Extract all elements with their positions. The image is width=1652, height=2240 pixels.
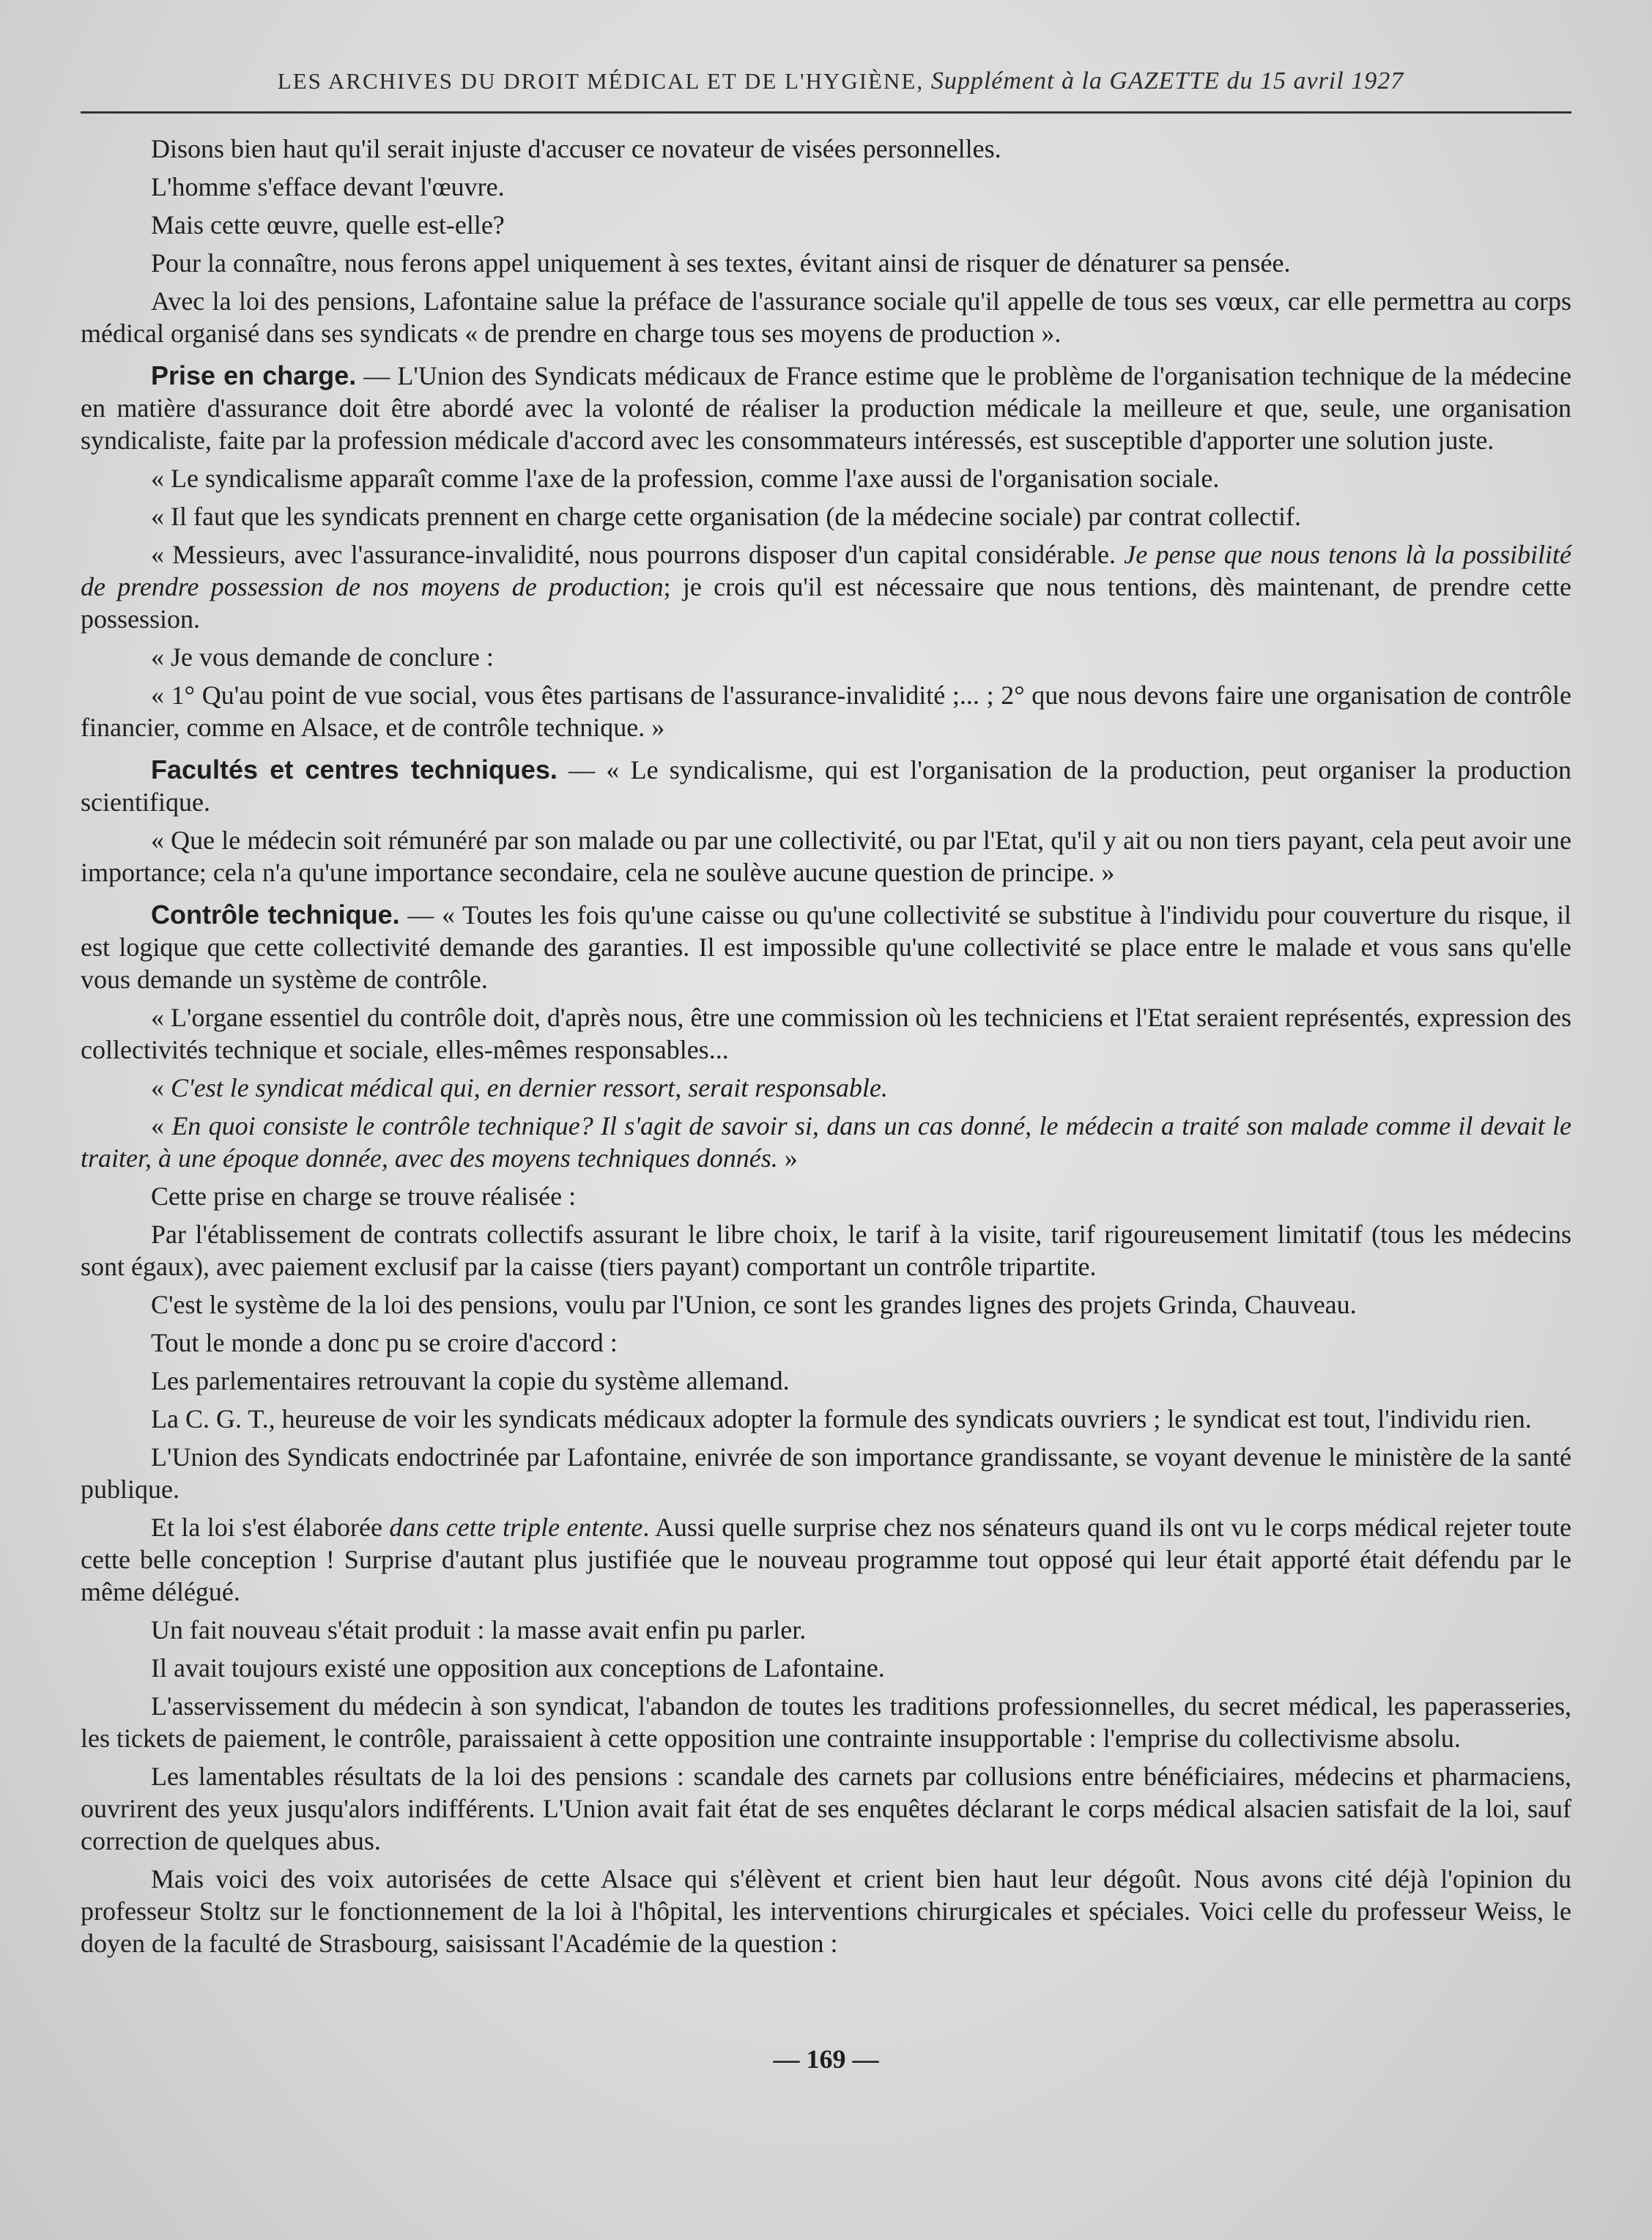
- paragraph-text: « L'organe essentiel du contrôle doit, d'après nous, être une commission où les techniciens et l'Etat seraient représentés, expression des collectivités technique et sociale, elles-mêmes responsables...: [81, 1003, 1571, 1064]
- paragraph: [81, 1288, 1571, 1321]
- paragraph-text: Un fait nouveau s'était produit : la masse avait enfin pu parler.: [151, 1615, 807, 1644]
- paragraph-text: La C. G. T., heureuse de voir les syndicats médicaux adopter la formule des syndicats ouvriers ; le syndicat est tout, l'individu rien.: [151, 1404, 1532, 1434]
- paragraph-text: «: [151, 1073, 171, 1102]
- paragraph-text: «: [151, 1111, 172, 1141]
- paragraph: [81, 1441, 1571, 1505]
- paragraph-italic: dans cette triple entente: [389, 1513, 643, 1542]
- paragraph-text: Avec la loi des pensions, Lafontaine salue la préface de l'assurance sociale qu'il appelle de tous ses vœux, car elle permettra au corps médical organisé dans ses syndicats « de prendre en charge tous ses moyens de production ».: [81, 286, 1571, 348]
- paragraph-text: « 1° Qu'au point de vue social, vous êtes partisans de l'assurance-invalidité ;... ; 2° que nous devons faire une organisation de contrôle financier, comme en Alsace, et de contrôle technique. »: [81, 680, 1571, 742]
- paragraph-text: Les lamentables résultats de la loi des pensions : scandale des carnets par collusions entre bénéficiaires, médecins et pharmaciens, ouvrirent des yeux jusqu'alors indifférents. L'Union avait fait état de ses enquêtes déclarant le corps médical alsacien satisfait de la loi, sauf correction de quelques abus.: [81, 1762, 1571, 1855]
- paragraph-text: Mais voici des voix autorisées de cette Alsace qui s'élèvent et crient bien haut leur dégoût. Nous avons cité déjà l'opinion du professeur Stoltz sur le fonctionnement de la loi à l'hôpital, les interventions chirurgicales et spéciales. Voici celle du professeur Weiss, le doyen de la faculté de Strasbourg, saisissant l'Académie de la question :: [81, 1864, 1571, 1958]
- paragraph: [81, 1614, 1571, 1646]
- paragraph: [81, 1403, 1571, 1435]
- paragraph: [81, 1365, 1571, 1397]
- paragraph: [81, 247, 1571, 279]
- paragraph-text: Disons bien haut qu'il serait injuste d'accuser ce novateur de visées personnelles.: [151, 134, 1001, 163]
- paragraph-text: Mais cette œuvre, quelle est-elle?: [151, 210, 505, 240]
- paragraph-tail: ; je crois qu'il est nécessaire que nous tentions, dès maintenant, de prendre cette possession.: [81, 572, 1571, 634]
- running-header: [110, 67, 1571, 95]
- paragraph: [81, 1760, 1571, 1857]
- paragraph-text: Par l'établissement de contrats collectifs assurant le libre choix, le tarif à la visite, tarif rigoureusement limitatif (tous les médecins sont égaux), avec paiement exclusif par la caisse (tiers payant) comportant un contrôle tripartite.: [81, 1220, 1571, 1281]
- header-rule: [81, 111, 1571, 114]
- paragraph: [81, 1001, 1571, 1066]
- paragraph-text: — L'Union des Syndicats médicaux de France estime que le problème de l'organisation technique de la médecine en matière d'assurance doit être abordé avec la volonté de réaliser la production médicale la meilleure et que, seule, une organisation syndicaliste, faite par la profession médicale d'accord avec les consommateurs intéressés, est susceptible d'apporter une solution juste.: [81, 361, 1572, 455]
- paragraph-text: L'asservissement du médecin à son syndicat, l'abandon de toutes les traditions professionnelles, du secret médical, les paperasseries, les tickets de paiement, le contrôle, paraissaient à cette opposition une contrainte insupportable : l'emprise du collectivisme absolu.: [81, 1691, 1571, 1753]
- paragraph-text: Tout le monde a donc pu se croire d'accord :: [151, 1328, 618, 1357]
- paragraph: [81, 641, 1571, 673]
- paragraph: [81, 171, 1571, 203]
- paragraph-text: Cette prise en charge se trouve réalisée :: [151, 1182, 577, 1211]
- paragraph-text: « Le syndicalisme apparaît comme l'axe de la profession, comme l'axe aussi de l'organisation sociale.: [151, 464, 1220, 493]
- paragraph-text: C'est le système de la loi des pensions, voulu par l'Union, ce sont les grandes lignes des projets Grinda, Chauveau.: [151, 1290, 1357, 1319]
- paragraph: [81, 1690, 1571, 1754]
- paragraph: [81, 133, 1571, 165]
- paragraph: [81, 1110, 1571, 1174]
- paragraph-text: L'homme s'efface devant l'œuvre.: [151, 172, 505, 201]
- section-lead: Contrôle technique.: [151, 900, 400, 930]
- paragraph: [81, 754, 1571, 818]
- paragraph: [81, 1180, 1571, 1212]
- paragraph: [81, 1652, 1571, 1684]
- paragraph-text: — « Toutes les fois qu'une caisse ou qu'une collectivité se substitue à l'individu pour couverture du risque, il est logique que cette collectivité demande des garanties. Il est impossible qu'une collectivité se place entre le malade et vous sans qu'elle vous demande un système de contrôle.: [81, 900, 1572, 994]
- paragraph-text: « Messieurs, avec l'assurance-invalidité, nous pourrons disposer d'un capital considérable.: [151, 540, 1125, 569]
- paragraph-text: Il avait toujours existé une opposition aux conceptions de Lafontaine.: [151, 1653, 885, 1683]
- paragraph: [81, 1327, 1571, 1359]
- paragraph: [81, 1511, 1571, 1608]
- paragraph-text: « Que le médecin soit rémunéré par son malade ou par une collectivité, ou par l'Etat, qu'il y ait ou non tiers payant, cela peut avoir une importance; cela n'a qu'une importance secondaire, cela ne soulève aucune question de principe. »: [81, 826, 1571, 887]
- section-lead: Prise en charge.: [151, 360, 357, 390]
- paragraph-text: Les parlementaires retrouvant la copie du système allemand.: [151, 1366, 790, 1395]
- paragraph-tail: . Aussi quelle surprise chez nos sénateurs quand ils ont vu le corps médical rejeter toute cette belle conception ! Surprise d'autant plus justifiée que le nouveau programme tout opposé qui leur était apporté était défendu par le même délégué.: [81, 1513, 1571, 1606]
- paragraph: [81, 360, 1571, 456]
- paragraph: [81, 1072, 1571, 1104]
- paragraph: [81, 1218, 1571, 1283]
- journal-title: LES ARCHIVES DU DROIT MÉDICAL ET DE L'HYGIÈNE,: [277, 68, 925, 94]
- paragraph-text: Pour la connaître, nous ferons appel uniquement à ses textes, évitant ainsi de risquer de dénaturer sa pensée.: [151, 248, 1291, 278]
- paragraph-tail: »: [777, 1143, 798, 1173]
- paragraph-text: « Je vous demande de conclure :: [151, 642, 494, 672]
- paragraph: [81, 462, 1571, 494]
- paragraph: [81, 285, 1571, 349]
- page-number: — 169 —: [773, 2044, 879, 2074]
- paragraph: [81, 1863, 1571, 1959]
- paragraph: [81, 538, 1571, 635]
- paragraph-text: — « Le syndicalisme, qui est l'organisation de la production, peut organiser la production scientifique.: [81, 755, 1571, 817]
- paragraph: [81, 824, 1571, 889]
- article-body: [81, 133, 1571, 1959]
- section-lead: Facultés et centres techniques.: [151, 754, 558, 785]
- paragraph-italic: Je pense que nous tenons là la possibilité de prendre possession de nos moyens de production: [81, 540, 1571, 601]
- supplement-line: Supplément à la GAZETTE du 15 avril 1927: [930, 67, 1404, 94]
- paragraph-italic: C'est le syndicat médical qui, en dernier ressort, serait responsable.: [171, 1073, 888, 1102]
- paragraph-italic: En quoi consiste le contrôle technique? Il s'agit de savoir si, dans un cas donné, le médecin a traité son malade comme il devait le traiter, à une époque donnée, avec des moyens techniques donnés.: [81, 1111, 1571, 1173]
- paragraph: [81, 500, 1571, 533]
- paragraph-text: Et la loi s'est élaborée: [151, 1513, 390, 1542]
- paragraph: [81, 899, 1571, 995]
- paragraph-text: « Il faut que les syndicats prennent en charge cette organisation (de la médecine sociale) par contrat collectif.: [151, 502, 1302, 531]
- paragraph: [81, 679, 1571, 743]
- paragraph-text: L'Union des Syndicats endoctrinée par Lafontaine, enivrée de son importance grandissante, se voyant devenue le ministère de la santé publique.: [81, 1442, 1571, 1504]
- paragraph: [81, 209, 1571, 241]
